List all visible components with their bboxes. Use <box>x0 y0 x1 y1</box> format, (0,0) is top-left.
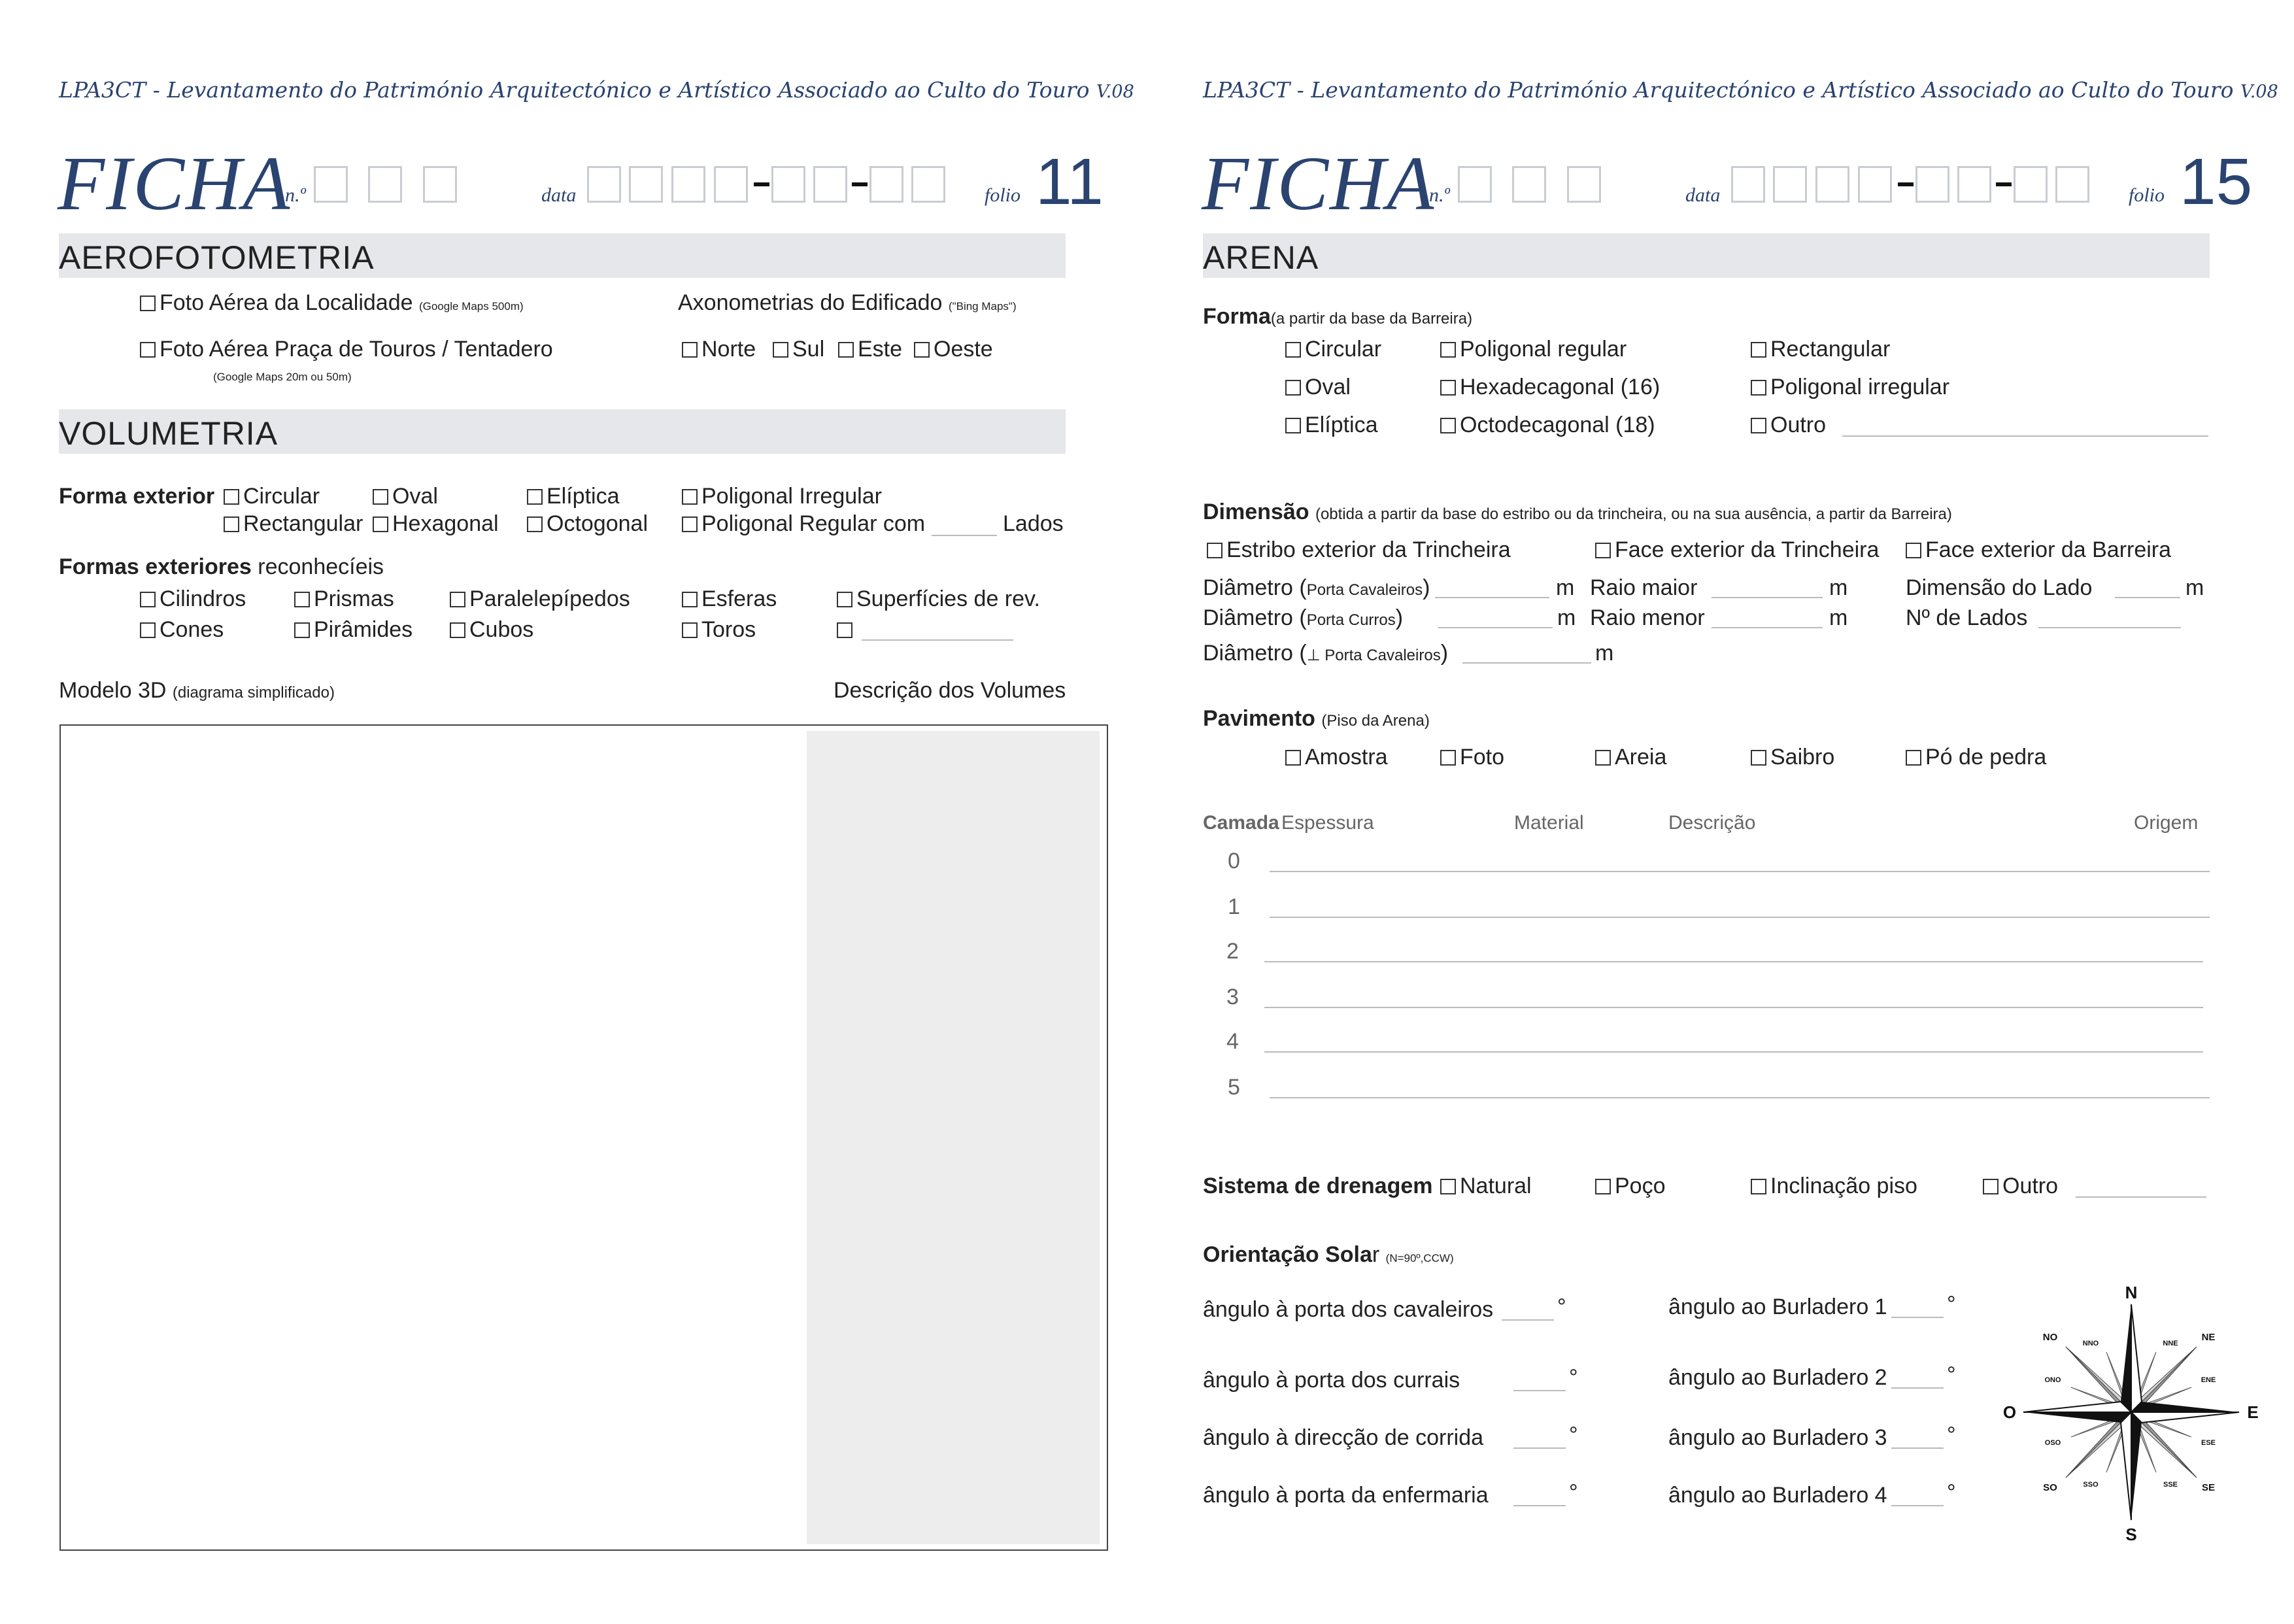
right-data-label: data <box>1685 184 1721 206</box>
dim-barreira-label: Face exterior da Barreira <box>1925 537 2172 562</box>
arena-poligonal-regular-label: Poligonal regular <box>1460 337 1627 362</box>
cubos-checkbox[interactable] <box>450 622 465 638</box>
dim-trincheira-checkbox[interactable] <box>1595 543 1611 558</box>
compass-o-label: O <box>2002 1402 2017 1422</box>
arena-forma-octodecagonal[interactable] <box>1440 413 1655 438</box>
volumetria-section-band <box>59 409 1066 454</box>
camada-row-4-line[interactable] <box>1264 1051 2203 1053</box>
dren-poco-checkbox[interactable] <box>1595 1179 1611 1194</box>
forma-poligonal-irregular-label: Poligonal Irregular <box>701 484 882 509</box>
forma-rectangular[interactable] <box>224 511 363 537</box>
forma-poligonal-irregular[interactable] <box>682 484 882 509</box>
piramides-checkbox[interactable] <box>294 622 310 638</box>
right-date-dash-1 <box>1898 182 1914 186</box>
superficies-checkbox[interactable] <box>837 592 852 607</box>
foto-localidade-note: (Google Maps 500m) <box>418 300 524 313</box>
camada-row-3-label: 3 <box>1226 985 1239 1009</box>
dimensao-lado-label: Dimensão do Lado <box>1906 575 2093 600</box>
arena-title: ARENA <box>1203 239 1319 276</box>
foto-localidade-label: Foto Aérea da Localidade <box>160 290 413 315</box>
cilindros-label: Cilindros <box>160 586 246 611</box>
angle-cavaleiros-label: ângulo à porta dos cavaleiros <box>1203 1297 1494 1322</box>
camada-row-1-label: 1 <box>1228 894 1240 919</box>
left-date-box-2[interactable] <box>629 166 663 203</box>
left-date-box-6[interactable] <box>813 166 847 203</box>
raio-maior-label: Raio maior <box>1590 575 1698 600</box>
dren-outro[interactable] <box>1983 1174 2058 1199</box>
oeste-label: Oeste <box>934 337 993 362</box>
left-date-box-5[interactable] <box>771 166 805 203</box>
compass-sse-label: SSE <box>2163 1481 2178 1489</box>
diametro-cavaleiros-input-line[interactable] <box>1435 597 1549 598</box>
camada-row-1-line[interactable] <box>1270 917 2210 918</box>
angle-currais-label: ângulo à porta dos currais <box>1203 1368 1460 1393</box>
diametro-curros-unit: m <box>1557 605 1576 630</box>
forma-poligonal-regular-label: Poligonal Regular com <box>701 511 926 536</box>
angle-burladero-2-label: ângulo ao Burladero 2 <box>1668 1365 1887 1390</box>
left-num-box-3[interactable] <box>423 166 457 203</box>
compass-e-label: E <box>2247 1402 2259 1422</box>
descricao-volumes-area[interactable] <box>807 731 1100 1544</box>
pav-foto[interactable] <box>1440 745 1504 770</box>
camada-col-espessura: Espessura <box>1281 812 1374 834</box>
forma-circular[interactable] <box>224 484 320 509</box>
angle-burladero-1-input-line[interactable] <box>1891 1317 1944 1318</box>
pav-areia-label: Areia <box>1615 745 1667 770</box>
diametro-cavaleiros-unit: m <box>1556 575 1575 600</box>
right-date-box-5[interactable] <box>1915 166 1949 203</box>
forma-eliptica-label: Elíptica <box>547 484 620 509</box>
camada-col-material: Material <box>1514 812 1584 834</box>
left-date-box-1[interactable] <box>587 166 621 203</box>
forma-oval-label: Oval <box>392 484 438 509</box>
left-header <box>59 77 1134 103</box>
left-date-box-7[interactable] <box>869 166 903 203</box>
formas-piramides[interactable] <box>294 617 413 643</box>
foto-praca-label: Foto Aérea Praça de Touros / Tentadero <box>160 337 553 362</box>
angle-enfermaria-degree: ° <box>1569 1480 1578 1505</box>
orientacao-heading: Orientação Solar (N=90º,CCW) <box>1203 1242 1454 1267</box>
forma-hexagonal[interactable] <box>373 511 499 537</box>
right-num-box-2[interactable] <box>1512 166 1546 203</box>
formas-cilindros[interactable] <box>140 586 246 612</box>
toros-checkbox[interactable] <box>682 622 698 638</box>
left-num-box-2[interactable] <box>368 166 402 203</box>
sul-checkbox[interactable] <box>773 342 788 358</box>
superficies-label: Superfícies de rev. <box>856 586 1040 611</box>
forma-circular-checkbox[interactable] <box>224 489 239 505</box>
left-date-dash-2 <box>852 182 868 186</box>
arena-rectangular-checkbox[interactable] <box>1751 342 1766 358</box>
pav-saibro-checkbox[interactable] <box>1751 750 1766 766</box>
formas-outro[interactable] <box>837 617 856 643</box>
angle-currais-input-line[interactable] <box>1513 1390 1566 1391</box>
arena-forma-outro[interactable] <box>1751 413 1826 438</box>
pav-po-de-pedra[interactable] <box>1906 745 2046 770</box>
dren-outro-label: Outro <box>2002 1174 2059 1198</box>
dren-poco[interactable] <box>1595 1174 1666 1199</box>
angle-corrida-input-line[interactable] <box>1513 1447 1566 1449</box>
dimensao-lado-unit: m <box>2185 575 2204 600</box>
right-date-box-4[interactable] <box>1858 166 1892 203</box>
left-numero-label: n.º <box>285 184 306 206</box>
forma-octogonal-label: Octogonal <box>547 511 648 536</box>
n-lados-input-line[interactable] <box>2038 627 2181 628</box>
forma-rectangular-label: Rectangular <box>243 511 363 536</box>
formas-cones[interactable] <box>140 617 224 643</box>
angle-enfermaria-input-line[interactable] <box>1513 1505 1566 1506</box>
cones-label: Cones <box>160 617 224 642</box>
right-header-text: LPA3CT - Levantamento do Património Arquitectónico e Artístico Associado ao Culto do Touro <box>1203 77 2234 103</box>
left-ficha-label: FICHA <box>58 141 292 226</box>
arena-hexadecagonal-checkbox[interactable] <box>1440 380 1456 396</box>
axonometrias-label-row <box>678 290 1017 316</box>
angle-burladero-4-input-line[interactable] <box>1891 1505 1944 1506</box>
camada-row-3-line[interactable] <box>1264 1007 2203 1008</box>
arena-circular-label: Circular <box>1305 337 1382 362</box>
compass-rose-icon <box>2000 1281 2262 1543</box>
angle-enfermaria-label: ângulo à porta da enfermaria <box>1203 1483 1489 1508</box>
right-date-box-7[interactable] <box>2014 166 2048 203</box>
compass-oso-label: OSO <box>2044 1439 2061 1447</box>
direction-este[interactable] <box>838 337 902 362</box>
right-num-box-3[interactable] <box>1567 166 1601 203</box>
forma-circular-label: Circular <box>243 484 320 509</box>
aero-section-band <box>59 233 1066 278</box>
drenagem-label: Sistema de drenagem <box>1203 1174 1433 1198</box>
foto-localidade-checkbox[interactable] <box>140 296 156 311</box>
arena-outro-label: Outro <box>1770 413 1827 437</box>
camada-col-origem: Origem <box>2134 812 2199 834</box>
cilindros-checkbox[interactable] <box>140 592 156 607</box>
camada-row-5-line[interactable] <box>1270 1097 2210 1098</box>
right-ficha-label: FICHA <box>1202 141 1436 226</box>
arena-octodecagonal-checkbox[interactable] <box>1440 418 1456 433</box>
diametro-perp-label: Diâmetro (⊥ Porta Cavaleiros) <box>1203 641 1449 666</box>
dren-inclinacao-checkbox[interactable] <box>1751 1179 1766 1194</box>
camada-row-4-label: 4 <box>1226 1029 1239 1054</box>
dimensao-heading: Dimensão (obtida a partir da base do estribo ou da trincheira, ou na sua ausência, a partir da Barreira) <box>1203 499 1952 524</box>
camada-row-5-label: 5 <box>1228 1075 1240 1100</box>
lados-label: Lados <box>1003 511 1064 536</box>
dren-poco-label: Poço <box>1615 1174 1666 1198</box>
arena-forma-eliptica[interactable] <box>1285 413 1378 438</box>
forma-rectangular-checkbox[interactable] <box>224 516 239 532</box>
forma-hexagonal-label: Hexagonal <box>392 511 499 536</box>
foto-localidade-option[interactable] <box>140 290 524 316</box>
este-checkbox[interactable] <box>838 342 854 358</box>
formas-toros[interactable] <box>682 617 756 643</box>
right-date-box-3[interactable] <box>1815 166 1849 203</box>
diametro-curros-label: Diâmetro (Porta Curros) <box>1203 605 1404 630</box>
forma-poligonal-regular-checkbox[interactable] <box>682 516 698 532</box>
pav-amostra-checkbox[interactable] <box>1285 750 1301 766</box>
pav-areia-checkbox[interactable] <box>1595 750 1611 766</box>
arena-oval-label: Oval <box>1305 375 1351 399</box>
arena-poligonal-irregular-label: Poligonal irregular <box>1770 375 1950 399</box>
arena-forma-rectangular[interactable] <box>1751 337 1890 362</box>
arena-circular-checkbox[interactable] <box>1285 342 1301 358</box>
raio-menor-label: Raio menor <box>1590 605 1705 630</box>
left-folio-number: 11 <box>1036 145 1104 218</box>
norte-label: Norte <box>701 337 756 362</box>
dren-natural-checkbox[interactable] <box>1440 1179 1456 1194</box>
compass-ne-label: NE <box>2201 1332 2216 1343</box>
angle-burladero-2-degree: ° <box>1947 1362 1956 1387</box>
pav-areia[interactable] <box>1595 745 1666 770</box>
lados-input-line[interactable] <box>932 535 997 536</box>
angle-burladero-3-label: ângulo ao Burladero 3 <box>1668 1425 1887 1450</box>
dim-trincheira-option[interactable] <box>1595 537 1879 563</box>
right-header <box>1203 77 2278 103</box>
camada-col-descricao: Descrição <box>1668 812 1756 834</box>
dim-barreira-option[interactable] <box>1906 537 2171 563</box>
modelo-3d-label: Modelo 3D (diagrama simplificado) <box>59 678 335 703</box>
esferas-label: Esferas <box>701 586 777 611</box>
left-header-version: V.08 <box>1096 82 1134 102</box>
forma-oval[interactable] <box>373 484 438 509</box>
camada-row-2-label: 2 <box>1226 939 1239 964</box>
axonometrias-note: ("Bing Maps") <box>948 300 1017 313</box>
dim-estribo-label: Estribo exterior da Trincheira <box>1226 537 1511 562</box>
left-date-dash-1 <box>754 182 769 186</box>
angle-burladero-1-degree: ° <box>1947 1292 1956 1317</box>
forma-octogonal[interactable] <box>527 511 648 537</box>
prismas-checkbox[interactable] <box>294 592 310 607</box>
dren-inclinacao-label: Inclinação piso <box>1770 1174 1917 1198</box>
right-date-box-2[interactable] <box>1773 166 1807 203</box>
formas-outro-checkbox[interactable] <box>837 622 852 638</box>
aero-title: AEROFOTOMETRIA <box>59 239 375 276</box>
camada-header-label: Camada <box>1203 812 1279 834</box>
arena-eliptica-label: Elíptica <box>1305 413 1378 437</box>
forma-oval-checkbox[interactable] <box>373 489 388 505</box>
right-date-box-8[interactable] <box>2055 166 2089 203</box>
raio-menor-unit: m <box>1829 605 1848 630</box>
left-date-box-8[interactable] <box>911 166 945 203</box>
forma-hexagonal-checkbox[interactable] <box>373 516 388 532</box>
arena-outro-input-line[interactable] <box>1842 435 2208 437</box>
diametro-perp-unit: m <box>1595 641 1614 666</box>
formas-esferas[interactable] <box>682 586 777 612</box>
compass-ese-label: ESE <box>2201 1439 2216 1447</box>
pav-amostra[interactable] <box>1285 745 1388 770</box>
este-label: Este <box>858 337 903 362</box>
foto-praca-note: (Google Maps 20m ou 50m) <box>213 371 352 383</box>
dim-trincheira-label: Face exterior da Trincheira <box>1615 537 1880 562</box>
arena-forma-oval[interactable] <box>1285 375 1351 400</box>
compass-no-label: NO <box>2042 1332 2058 1343</box>
foto-praca-option[interactable] <box>140 337 553 362</box>
descricao-volumes-label: Descrição dos Volumes <box>834 678 1066 703</box>
left-header-text: LPA3CT - Levantamento do Património Arquitectónico e Artístico Associado ao Culto do Touro <box>59 77 1090 103</box>
camada-row-2-line[interactable] <box>1264 961 2203 962</box>
n-lados-label: Nº de Lados <box>1906 605 2028 630</box>
oeste-checkbox[interactable] <box>914 342 930 358</box>
formas-exteriores-label: Formas exteriores reconhecíeis <box>59 554 384 579</box>
formas-outro-input-line[interactable] <box>862 639 1013 641</box>
pav-saibro[interactable] <box>1751 745 1834 770</box>
angle-burladero-2-input-line[interactable] <box>1891 1387 1944 1389</box>
left-date-box-3[interactable] <box>671 166 705 203</box>
angle-burladero-1-label: ângulo ao Burladero 1 <box>1668 1294 1887 1319</box>
compass-se-label: SE <box>2201 1482 2216 1493</box>
arena-outro-checkbox[interactable] <box>1751 418 1766 433</box>
right-date-dash-2 <box>1996 182 2012 186</box>
diametro-perp-input-line[interactable] <box>1462 662 1591 664</box>
forma-eliptica[interactable] <box>527 484 620 509</box>
sul-label: Sul <box>792 337 825 362</box>
compass-ene-label: ENE <box>2201 1376 2216 1384</box>
compass-n-label: N <box>2125 1283 2138 1302</box>
direction-sul[interactable] <box>773 337 824 362</box>
arena-octodecagonal-label: Octodecagonal (18) <box>1460 413 1655 437</box>
compass-ono-label: ONO <box>2044 1376 2061 1384</box>
pav-foto-checkbox[interactable] <box>1440 750 1456 766</box>
compass-so-label: SO <box>2043 1482 2057 1493</box>
arena-hexadecagonal-label: Hexadecagonal (16) <box>1460 375 1661 399</box>
left-folio-label: folio <box>985 184 1021 206</box>
angle-corrida-label: ângulo à direcção de corrida <box>1203 1425 1484 1450</box>
raio-menor-input-line[interactable] <box>1712 627 1823 628</box>
arena-forma-poligonal-irregular[interactable] <box>1751 375 1949 400</box>
piramides-label: Pirâmides <box>314 617 413 642</box>
dim-estribo-checkbox[interactable] <box>1207 543 1223 558</box>
right-folio-number: 15 <box>2180 145 2253 218</box>
norte-checkbox[interactable] <box>682 342 698 358</box>
compass-s-label: S <box>2125 1525 2137 1543</box>
prismas-label: Prismas <box>314 586 394 611</box>
forma-poligonal-irregular-checkbox[interactable] <box>682 489 698 505</box>
arena-eliptica-checkbox[interactable] <box>1285 418 1301 433</box>
right-numero-label: n.º <box>1429 184 1450 206</box>
angle-burladero-4-label: ângulo ao Burladero 4 <box>1668 1483 1887 1508</box>
raio-maior-input-line[interactable] <box>1712 597 1823 598</box>
dren-natural[interactable] <box>1440 1174 1532 1199</box>
arena-forma-hexadecagonal[interactable] <box>1440 375 1660 400</box>
forma-exterior-label: Forma exterior <box>59 484 215 509</box>
left-date-box-4[interactable] <box>714 166 748 203</box>
arena-rectangular-label: Rectangular <box>1770 337 1891 362</box>
arena-forma-circular[interactable] <box>1285 337 1381 362</box>
pav-amostra-label: Amostra <box>1305 745 1388 770</box>
pav-po-de-pedra-label: Pó de pedra <box>1925 745 2047 770</box>
formas-cubos[interactable] <box>450 617 533 643</box>
pav-po-de-pedra-checkbox[interactable] <box>1906 750 1921 766</box>
dim-estribo-option[interactable] <box>1207 537 1511 563</box>
right-folio-label: folio <box>2129 184 2165 206</box>
compass-nno-label: NNO <box>2082 1340 2099 1347</box>
camada-row-0-label: 0 <box>1228 849 1240 873</box>
dren-outro-checkbox[interactable] <box>1983 1179 1999 1194</box>
angle-burladero-3-input-line[interactable] <box>1891 1447 1944 1449</box>
formas-paralelepipedos[interactable] <box>450 586 630 612</box>
pavimento-heading: Pavimento (Piso da Arena) <box>1203 706 1430 731</box>
dim-barreira-checkbox[interactable] <box>1906 543 1921 558</box>
right-date-box-6[interactable] <box>1957 166 1991 203</box>
toros-label: Toros <box>701 617 756 642</box>
forma-octogonal-checkbox[interactable] <box>527 516 543 532</box>
angle-burladero-4-degree: ° <box>1947 1480 1956 1505</box>
pav-foto-label: Foto <box>1460 745 1505 770</box>
arena-poligonal-irregular-checkbox[interactable] <box>1751 380 1766 396</box>
right-num-box-1[interactable] <box>1458 166 1492 203</box>
direction-norte[interactable] <box>682 337 756 362</box>
left-data-label: data <box>541 184 577 206</box>
dren-natural-label: Natural <box>1460 1174 1532 1198</box>
diametro-curros-input-line[interactable] <box>1438 627 1553 628</box>
angle-cavaleiros-degree: ° <box>1557 1294 1566 1319</box>
arena-section-band <box>1203 233 2210 278</box>
angle-cavaleiros-input-line[interactable] <box>1502 1319 1554 1321</box>
right-date-box-1[interactable] <box>1731 166 1765 203</box>
arena-oval-checkbox[interactable] <box>1285 380 1301 396</box>
arena-forma-poligonal-regular[interactable] <box>1440 337 1627 362</box>
volumetria-title: VOLUMETRIA <box>59 415 278 452</box>
axonometrias-label: Axonometrias do Edificado <box>678 290 943 315</box>
paralelepipedos-label: Paralelepípedos <box>469 586 630 611</box>
right-header-version: V.08 <box>2240 82 2278 102</box>
formas-prismas[interactable] <box>294 586 394 612</box>
foto-praca-checkbox[interactable] <box>140 342 156 358</box>
esferas-checkbox[interactable] <box>682 592 698 607</box>
cubos-label: Cubos <box>469 617 534 642</box>
cones-checkbox[interactable] <box>140 622 156 638</box>
arena-poligonal-regular-checkbox[interactable] <box>1440 342 1456 358</box>
compass-nne-label: NNE <box>2163 1340 2178 1347</box>
forma-eliptica-checkbox[interactable] <box>527 489 543 505</box>
dren-inclinacao[interactable] <box>1751 1174 1917 1199</box>
angle-currais-degree: ° <box>1569 1365 1578 1390</box>
pav-saibro-label: Saibro <box>1770 745 1835 770</box>
raio-maior-unit: m <box>1829 575 1848 600</box>
forma-heading: Forma(a partir da base da Barreira) <box>1203 304 1473 329</box>
camada-row-0-line[interactable] <box>1270 871 2210 872</box>
left-num-box-1[interactable] <box>314 166 348 203</box>
diametro-cavaleiros-label: Diâmetro (Porta Cavaleiros) <box>1203 575 1430 600</box>
angle-burladero-3-degree: ° <box>1947 1423 1956 1447</box>
formas-superficies[interactable] <box>837 586 1040 612</box>
paralelepipedos-checkbox[interactable] <box>450 592 465 607</box>
dimensao-lado-input-line[interactable] <box>2115 597 2180 598</box>
compass-sso-label: SSO <box>2083 1481 2099 1489</box>
dren-outro-input-line[interactable] <box>2076 1196 2206 1198</box>
forma-poligonal-regular[interactable] <box>682 511 925 537</box>
angle-corrida-degree: ° <box>1569 1423 1578 1447</box>
direction-oeste[interactable] <box>914 337 993 362</box>
